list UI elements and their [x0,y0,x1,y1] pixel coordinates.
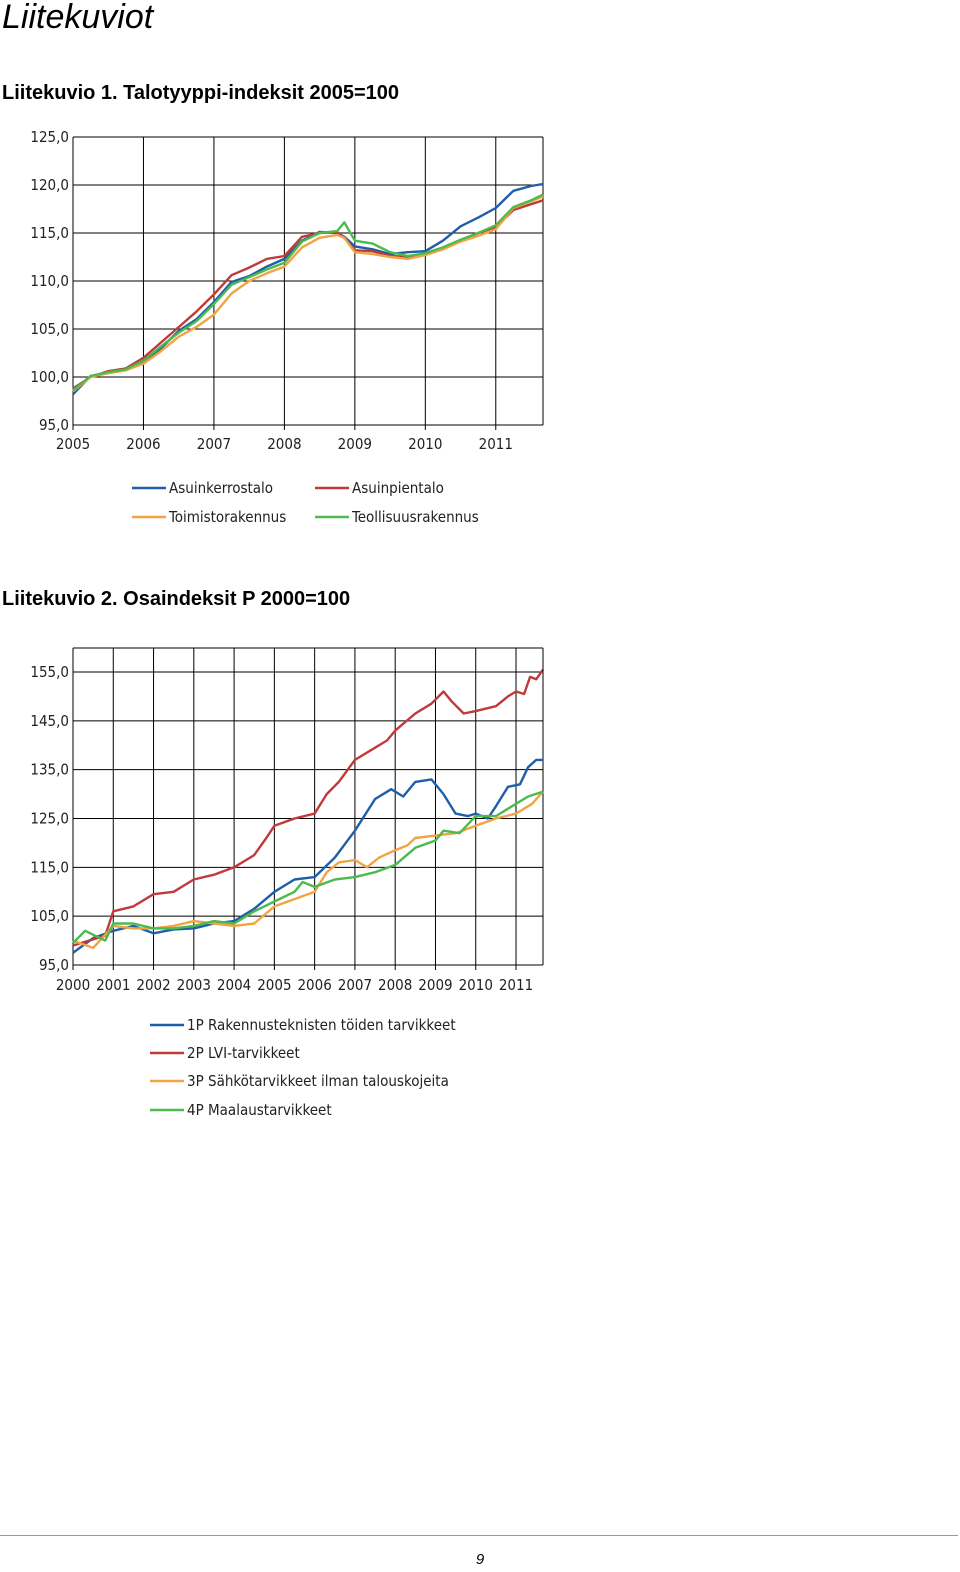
x-tick-label: 2006 [297,976,332,994]
legend-label: Asuinkerrostalo [169,479,274,497]
series-line-1 [73,760,543,953]
y-tick-label: 145,0 [30,711,69,730]
x-tick-label: 2009 [418,976,453,994]
x-tick-label: 2009 [337,435,373,453]
x-tick-label: 2007 [196,435,232,453]
y-tick-label: 125,0 [30,128,69,146]
legend [150,1016,456,1119]
x-tick-label: 2004 [216,976,252,994]
x-tick-label: 2008 [267,435,302,453]
figure-1-caption: Liitekuvio 1. Talotyyppi-indeksit 2005=100 [2,82,400,104]
y-tick-label: 125,0 [30,809,69,828]
y-tick-label: 105,0 [30,907,69,926]
x-tick-label: 2002 [136,976,171,994]
plot-area [30,648,543,994]
plot-area [30,128,543,453]
legend-label: Teollisuusrakennus [352,508,479,526]
legend-label: 3P Sähkötarvikkeet ilman talouskojeita [187,1072,449,1090]
x-tick-label: 2010 [458,976,493,994]
legend-label: 2P LVI-tarvikkeet [187,1044,300,1062]
legend-label: 4P Maalaustarvikkeet [187,1101,332,1119]
x-tick-label: 2011 [498,976,534,994]
page-number: 9 [475,1551,485,1568]
legend-label: 1P Rakennusteknisten töiden tarvikkeet [187,1016,456,1034]
legend [132,479,479,526]
x-tick-label: 2006 [126,435,161,453]
y-tick-label: 135,0 [30,760,69,779]
chart-osaindeksit [0,640,560,1130]
y-tick-label: 110,0 [30,272,69,290]
y-tick-label: 120,0 [30,176,69,194]
x-tick-label: 2007 [337,976,373,994]
x-tick-label: 2008 [378,976,413,994]
footer-divider [0,1535,958,1536]
x-tick-label: 2011 [478,435,513,453]
page-title: Liitekuviot [2,0,154,36]
x-tick-label: 2005 [55,435,91,453]
y-tick-label: 115,0 [30,858,69,877]
y-tick-label: 95,0 [38,956,69,974]
x-tick-label: 2010 [408,435,443,453]
y-tick-label: 95,0 [38,416,69,434]
y-tick-label: 100,0 [30,368,69,386]
legend-label: Asuinpientalo [352,479,444,497]
series-line-2 [73,670,543,946]
chart-talotyyppi-indeksit [0,118,560,533]
y-tick-label: 115,0 [30,224,69,242]
x-tick-label: 2000 [55,976,91,994]
y-tick-label: 105,0 [30,320,69,338]
x-tick-label: 2003 [176,976,211,994]
figure-2-caption: Liitekuvio 2. Osaindeksit P 2000=100 [2,588,351,610]
x-tick-label: 2001 [96,976,131,994]
x-tick-label: 2005 [257,976,292,994]
legend-label: Toimistorakennus [169,508,287,526]
y-tick-label: 155,0 [30,663,69,681]
